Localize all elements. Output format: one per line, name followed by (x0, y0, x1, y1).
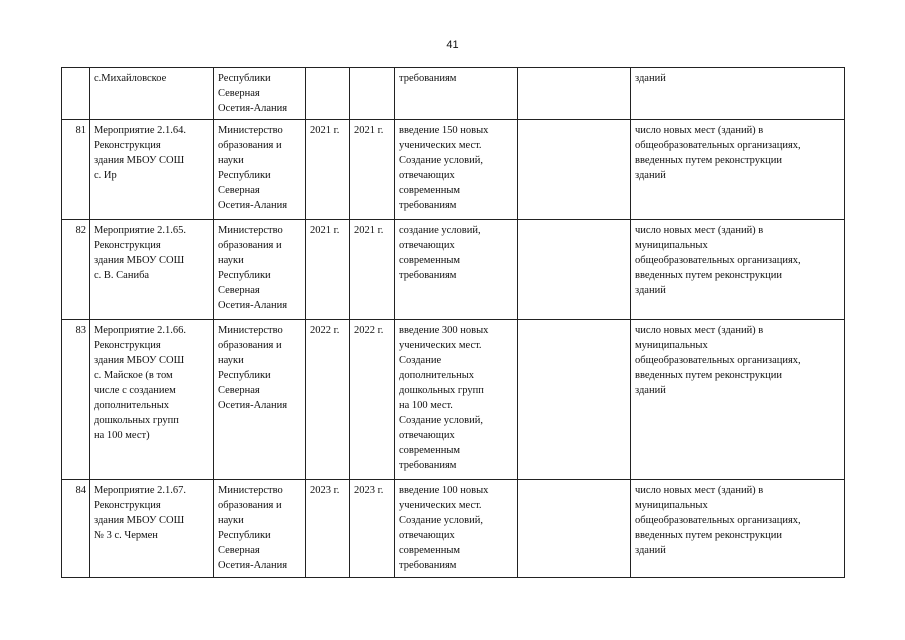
indicator-cell: зданий (631, 68, 845, 120)
indicator-cell: число новых мест (зданий) в муниципальных общеобразовательных организациях, введенных путем реконструкции зданий (631, 220, 845, 320)
empty-cell (518, 220, 631, 320)
start-year-cell (306, 68, 350, 120)
table-row (62, 220, 845, 320)
event-cell: с.Михайловское (90, 68, 214, 120)
end-year-cell: 2022 г. (350, 320, 395, 480)
row-number: 82 (62, 220, 90, 320)
start-year-cell: 2021 г. (306, 220, 350, 320)
table-body (62, 68, 845, 578)
result-cell: создание условий, отвечающих современным требованиям (395, 220, 518, 320)
event-cell: Мероприятие 2.1.64. Реконструкция здания МБОУ СОШ с. Ир (90, 120, 214, 220)
result-cell: введение 100 новых ученических мест. Создание условий, отвечающих современным требованиям (395, 480, 518, 578)
executor-cell: Министерство образования и науки Республики Северная Осетия-Алания (214, 120, 306, 220)
page-number: 41 (446, 39, 459, 51)
table-row (62, 68, 845, 120)
executor-cell: Министерство образования и науки Республики Северная Осетия-Алания (214, 480, 306, 578)
end-year-cell: 2021 г. (350, 120, 395, 220)
table-row (62, 320, 845, 480)
executor-cell: Министерство образования и науки Республики Северная Осетия-Алания (214, 320, 306, 480)
row-number: 84 (62, 480, 90, 578)
empty-cell (518, 480, 631, 578)
table-row (62, 120, 845, 220)
empty-cell (518, 68, 631, 120)
start-year-cell: 2021 г. (306, 120, 350, 220)
end-year-cell: 2021 г. (350, 220, 395, 320)
end-year-cell: 2023 г. (350, 480, 395, 578)
result-cell: требованиям (395, 68, 518, 120)
start-year-cell: 2022 г. (306, 320, 350, 480)
event-cell: Мероприятие 2.1.67. Реконструкция здания МБОУ СОШ № 3 с. Чермен (90, 480, 214, 578)
indicator-cell: число новых мест (зданий) в муниципальных общеобразовательных организациях, введенных путем реконструкции зданий (631, 480, 845, 578)
row-number: 81 (62, 120, 90, 220)
row-number (62, 68, 90, 120)
row-number: 83 (62, 320, 90, 480)
empty-cell (518, 320, 631, 480)
start-year-cell: 2023 г. (306, 480, 350, 578)
event-cell: Мероприятие 2.1.65. Реконструкция здания МБОУ СОШ с. В. Саниба (90, 220, 214, 320)
indicator-cell: число новых мест (зданий) в общеобразовательных организациях, введенных путем реконструкции зданий (631, 120, 845, 220)
table-row (62, 480, 845, 578)
indicator-cell: число новых мест (зданий) в муниципальных общеобразовательных организациях, введенных путем реконструкции зданий (631, 320, 845, 480)
measures-table (61, 67, 845, 578)
result-cell: введение 300 новых ученических мест. Создание дополнительных дошкольных групп на 100 мест. Создание условий, отвечающих современным требованиям (395, 320, 518, 480)
end-year-cell (350, 68, 395, 120)
executor-cell: Республики Северная Осетия-Алания (214, 68, 306, 120)
executor-cell: Министерство образования и науки Республики Северная Осетия-Алания (214, 220, 306, 320)
event-cell: Мероприятие 2.1.66. Реконструкция здания МБОУ СОШ с. Майское (в том числе с созданием дополнительных дошкольных групп на 100 мест) (90, 320, 214, 480)
empty-cell (518, 120, 631, 220)
result-cell: введение 150 новых ученических мест. Создание условий, отвечающих современным требованиям (395, 120, 518, 220)
